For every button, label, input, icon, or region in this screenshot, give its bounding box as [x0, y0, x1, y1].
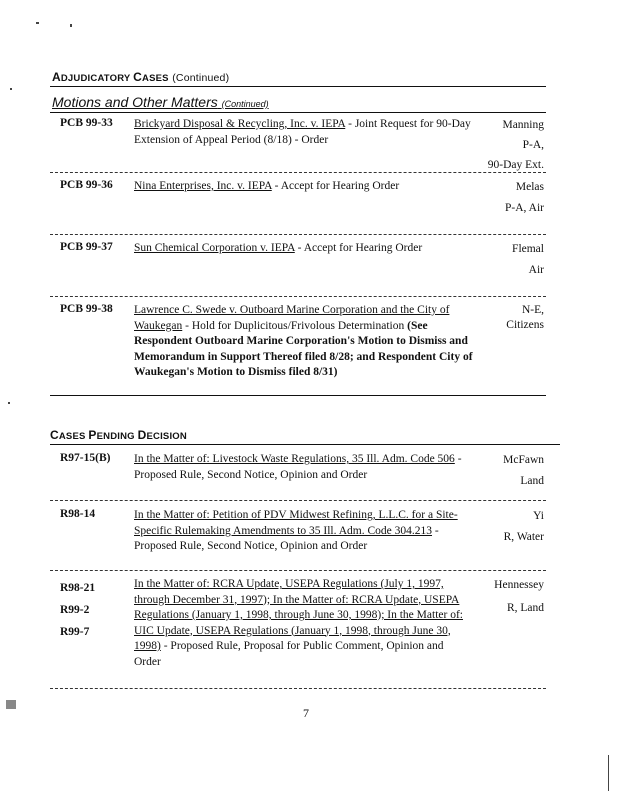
case-link: In the Matter of: Livestock Waste Regulations, 35 Ill. Adm. Code 506	[134, 453, 455, 465]
case-meta: N-E, Citizens	[506, 304, 544, 331]
case-number: R99-7	[60, 626, 90, 638]
row-divider	[50, 570, 546, 571]
case-link: In the Matter of: Petition of PDV Midwest Refining, L.L.C. for a Site-Specific Rulemaking Amendments to 35 Ill. Adm. Code 304.213	[134, 509, 458, 537]
case-description: Sun Chemical Corporation v. IEPA - Accept for Hearing Order	[134, 242, 423, 254]
scan-speck	[10, 88, 12, 90]
case-number-list	[60, 577, 95, 643]
case-number: PCB 99-37	[60, 241, 113, 253]
case-meta: Yi R, Water	[503, 510, 544, 543]
section-rule	[50, 444, 560, 445]
case-description: Brickyard Disposal & Recycling, Inc. v. IEPA - Joint Request for 90-Day Extension of Appeal Period (8/18) - Order	[134, 118, 471, 146]
case-number: PCB 99-36	[60, 179, 113, 191]
row-divider	[50, 688, 546, 689]
case-link: Lawrence C. Swede v. Outboard Marine Corporation and the City of Waukegan	[134, 304, 450, 332]
page-number: 7	[303, 706, 309, 720]
row-divider	[50, 234, 546, 235]
scan-speck	[8, 402, 10, 404]
case-description: Lawrence C. Swede v. Outboard Marine Corporation and the City of Waukegan - Hold for Duplicitous/Frivolous Determination (See Respondent Outboard Marine Corporation's Motion to Dismiss and Memorandum in Support Thereof filed 8/28; and Respondent City of Waukegan's Motion to Dismiss filed 8/31)	[134, 304, 473, 378]
case-meta: Flemal Air	[512, 243, 544, 276]
row-divider	[50, 172, 546, 173]
row-divider	[50, 296, 546, 297]
scan-speck	[6, 700, 16, 709]
section-rule	[50, 86, 546, 87]
row-divider	[50, 500, 546, 501]
case-meta: Hennessey R, Land	[494, 579, 544, 614]
scan-speck	[608, 755, 609, 791]
case-link: Nina Enterprises, Inc. v. IEPA	[134, 180, 272, 192]
subsection-rule	[50, 112, 546, 113]
case-link: Sun Chemical Corporation v. IEPA	[134, 242, 295, 254]
case-description: Nina Enterprises, Inc. v. IEPA - Accept for Hearing Order	[134, 180, 400, 192]
scan-speck	[70, 24, 72, 27]
case-link: In the Matter of: RCRA Update, USEPA Regulations (July 1, 1997, through December 31, 1997); In the Matter of: RCRA Update, USEPA Regulations (January 1, 1998, through June 30, 1998); In the Matter of: UIC Update, USEPA Regulations (January 1, 1998, through June 30, 1998)	[134, 578, 463, 652]
case-description: In the Matter of: RCRA Update, USEPA Regulations (July 1, 1997, through December 31, 1997); In the Matter of: RCRA Update, USEPA Regulations (January 1, 1998, through June 30, 1998); In the Matter of: UIC Update, USEPA Regulations (January 1, 1998, through June 30, 1998) - Proposed Rule, Proposal for Public Comment, Opinion and Order	[134, 578, 463, 668]
case-number: PCB 99-38	[60, 303, 113, 315]
section-title-adjudicatory: ADJUDICATORY CASES (Continued)	[52, 70, 230, 84]
case-number: R98-21	[60, 582, 96, 594]
section-title-pending: CASES PENDING DECISION	[50, 428, 187, 442]
case-description: In the Matter of: Petition of PDV Midwest Refining, L.L.C. for a Site-Specific Rulemaking Amendments to 35 Ill. Adm. Code 304.213 - Proposed Rule, Second Notice, Opinion and Order	[134, 509, 458, 552]
case-meta: McFawn Land	[503, 454, 544, 487]
subsection-title: Motions and Other Matters (Continued)	[52, 94, 269, 110]
case-number: R97-15(B)	[60, 452, 111, 464]
case-number: PCB 99-33	[60, 117, 113, 129]
case-number: R99-2	[60, 604, 90, 616]
case-description: In the Matter of: Livestock Waste Regulations, 35 Ill. Adm. Code 506 - Proposed Rule, Second Notice, Opinion and Order	[134, 453, 462, 481]
row-divider	[50, 395, 546, 396]
case-number: R98-14	[60, 508, 96, 520]
scan-speck	[36, 22, 39, 24]
case-meta: Manning P-A, 90-Day Ext.	[487, 119, 544, 171]
case-meta: Melas P-A, Air	[505, 181, 544, 214]
case-link: Brickyard Disposal & Recycling, Inc. v. IEPA	[134, 118, 346, 130]
